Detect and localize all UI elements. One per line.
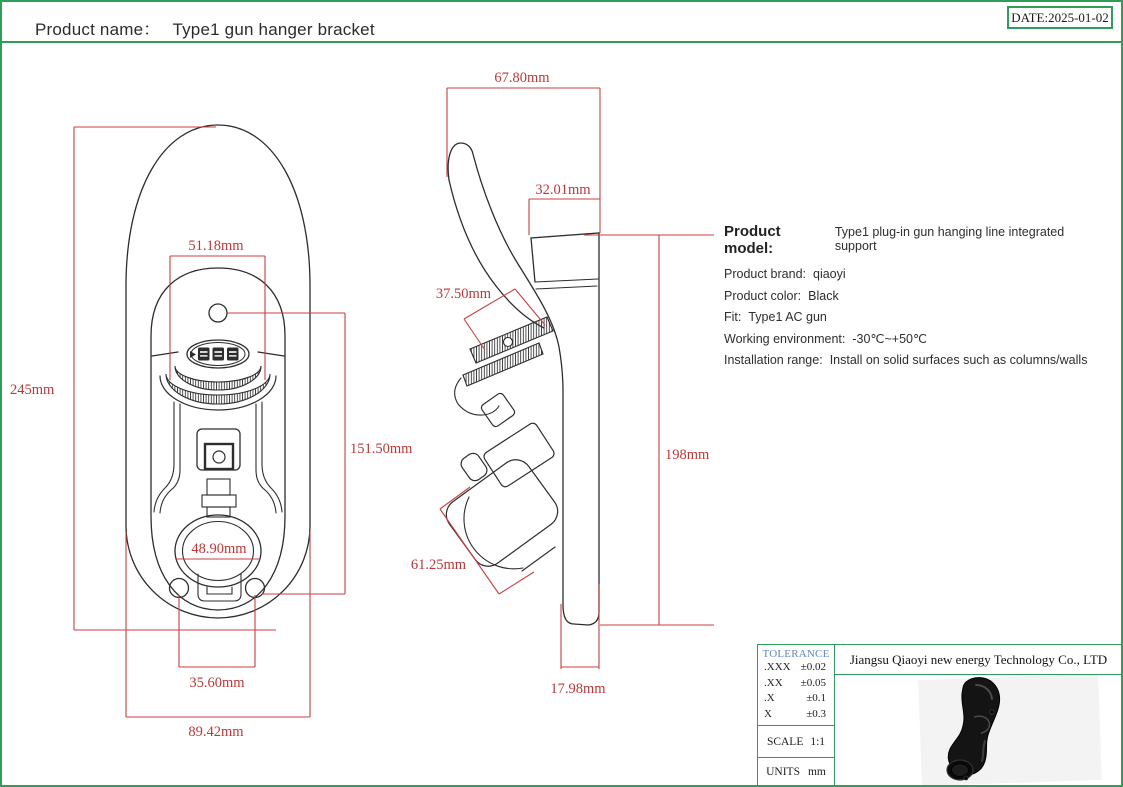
spec-installation-value: Install on solid surfaces such as columns/walls	[829, 353, 1088, 367]
latch-button	[197, 429, 240, 470]
product-name-value: Type1 gun hanger bracket	[172, 20, 375, 39]
tolerance-row	[758, 707, 834, 723]
dimension-labels	[10, 70, 710, 740]
scale-cell	[757, 725, 835, 759]
side-hook-outer	[449, 180, 544, 328]
spec-color-value: Black	[808, 288, 839, 303]
product-photo	[835, 675, 1122, 785]
dim-front-total-height: 245mm	[10, 382, 55, 398]
side-view	[440, 143, 599, 625]
front-top-hole	[209, 304, 227, 322]
spec-row-brand	[724, 264, 1094, 286]
dim-lock-area-width: 51.18mm	[188, 238, 244, 254]
side-socket-assembly	[440, 392, 564, 573]
tolerance-row	[758, 660, 834, 676]
dim-hole-to-hole-height: 151.50mm	[350, 441, 413, 457]
tol-code-xx: .XX	[764, 676, 783, 689]
spec-color-label: Product color:	[724, 288, 802, 303]
tolerance-title: TOLERANCE	[762, 648, 830, 660]
units-cell	[757, 757, 835, 787]
product-photo-cell	[834, 674, 1123, 787]
dim-front-total-width: 89.42mm	[188, 724, 244, 740]
company-name: Jiangsu Qiaoyi new energy Technology Co., LTD	[849, 651, 1108, 667]
tol-val-xx: ±0.05	[800, 676, 826, 689]
front-recess-channel	[154, 402, 282, 513]
spec-environment-value: -30℃~+50℃	[852, 331, 928, 346]
tol-val-xxx: ±0.02	[800, 661, 826, 673]
dim-plate-thickness: 17.98mm	[550, 681, 606, 697]
scale-label: SCALE	[766, 735, 804, 748]
spec-row-environment	[724, 329, 1094, 351]
spec-brand-value: qiaoyi	[813, 267, 846, 281]
spec-fit-label: Fit:	[724, 310, 742, 324]
spec-model-row	[724, 223, 1094, 257]
product-specs	[724, 223, 1094, 372]
spec-row-installation	[724, 350, 1094, 372]
tolerance-row	[758, 676, 834, 692]
tol-val-whole: ±0.3	[806, 707, 826, 720]
spec-row-fit	[724, 307, 1094, 329]
side-lock-barrel	[455, 317, 553, 415]
spec-brand-label: Product brand:	[724, 267, 806, 281]
tol-val-x: ±0.1	[806, 692, 826, 704]
tol-code-whole: X	[764, 707, 772, 720]
combination-lock	[152, 340, 284, 410]
latch-linkage	[202, 479, 236, 517]
spec-installation-label: Installation range:	[724, 353, 823, 367]
dim-side-total-depth: 67.80mm	[494, 70, 550, 86]
photo-backdrop	[918, 675, 1102, 785]
dimension-lines	[74, 88, 714, 717]
dim-side-total-height: 198mm	[665, 447, 710, 463]
dim-bottom-hole-spacing: 35.60mm	[189, 675, 245, 691]
dim-mount-block-depth: 32.01mm	[535, 182, 591, 198]
dim-socket-section-length: 61.25mm	[410, 557, 466, 573]
product-name-label: Product name：	[35, 20, 161, 39]
tolerance-row	[758, 691, 834, 707]
spec-model-value: Type1 plug-in gun hanging line integrated support	[834, 225, 1065, 253]
lock-digit-wheels	[198, 348, 239, 361]
spec-fit-value: Type1 AC gun	[748, 310, 827, 324]
company-cell	[834, 644, 1123, 675]
spec-row-color	[724, 286, 1094, 308]
mount-hole-right	[246, 579, 265, 598]
units-label: UNITS	[766, 766, 800, 778]
mount-block-bottom	[535, 279, 598, 289]
spec-model-label: Product model:	[724, 223, 781, 257]
date-value: DATE:2025-01-02	[1011, 9, 1109, 25]
spec-environment-label: Working environment:	[724, 331, 846, 346]
tol-code-xxx: .XXX	[764, 661, 791, 673]
dim-lock-barrel-diameter: 37.50mm	[435, 286, 491, 302]
dim-socket-diameter: 48.90mm	[191, 541, 247, 557]
tol-code-x: .X	[764, 692, 775, 704]
units-value: mm	[807, 766, 826, 778]
scale-value: 1:1	[810, 735, 826, 748]
